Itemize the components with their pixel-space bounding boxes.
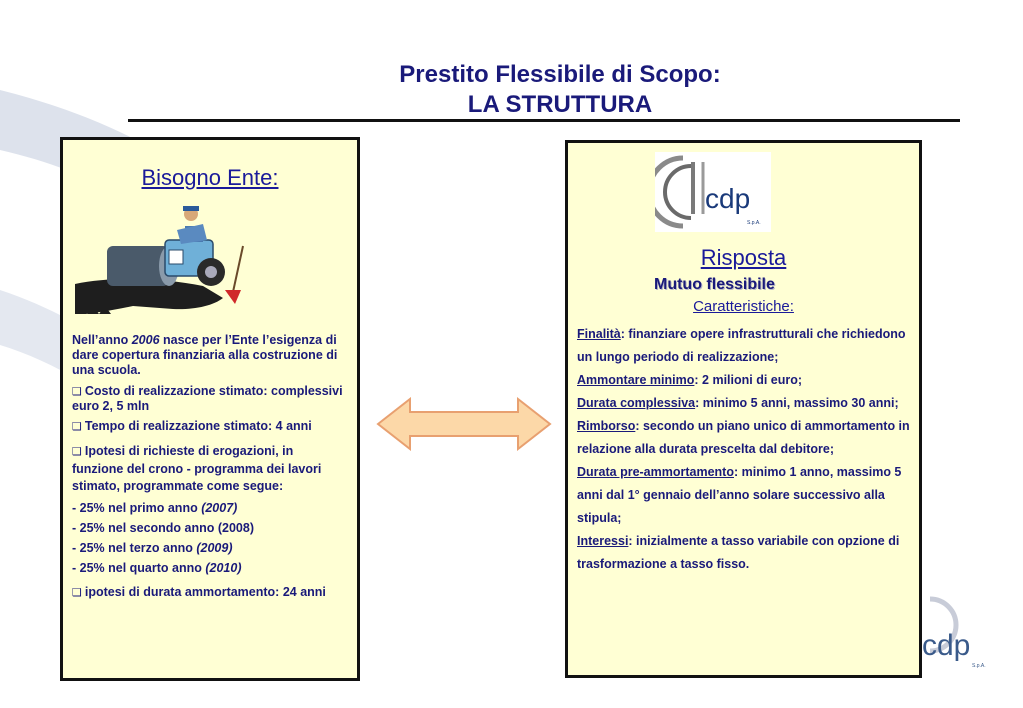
bullet-hypothesis: [72, 443, 347, 496]
slide-title: [300, 60, 820, 120]
schedule-year: (2010): [205, 560, 242, 575]
left-panel-heading: Bisogno Ente:: [141, 165, 279, 190]
corner-logo-small: S.p.A.: [972, 663, 986, 669]
item-ammontare: [577, 369, 915, 392]
item-label: Ammontare minimo: [577, 373, 695, 387]
corner-cdp-logo-icon: [908, 595, 1003, 675]
item-label: Durata complessiva: [577, 396, 696, 410]
title-line-1: Prestito Flessibile di Scopo:: [399, 61, 721, 88]
item-finalita: [577, 323, 915, 369]
item-text: : finanziare opere infrastrutturali che richiedono un lungo periodo di realizzazione;: [577, 327, 906, 364]
mutuo-flessibile-subtitle: Mutuo flessibile: [654, 276, 775, 293]
item-label: Rimborso: [577, 419, 636, 433]
intro-year: 2006: [131, 333, 160, 347]
item-label: Interessi: [577, 534, 629, 548]
item-text: : inizialmente a tasso variabile con opzione di trasformazione a tasso fisso.: [577, 534, 900, 571]
checkbox-bullet-icon: ❑: [72, 420, 82, 433]
schedule-text: - 25% nel terzo anno: [72, 540, 197, 555]
corner-logo-text: cdp: [922, 629, 971, 662]
double-arrow-icon: [376, 397, 552, 451]
item-durata: [577, 392, 915, 415]
schedule-text: - 25% nel primo anno: [72, 500, 202, 515]
caratteristiche-label: Caratteristiche:: [693, 298, 794, 315]
intro-suffix: nasce per l’Ente l’esigenza di dare copertura finanziaria alla costruzione di una scuola.: [72, 333, 338, 377]
bullet-cost: [72, 384, 347, 414]
checkbox-bullet-icon: ❑: [72, 445, 82, 458]
intro-paragraph: [72, 333, 347, 378]
title-line-2: LA STRUTTURA: [467, 91, 653, 118]
schedule-year: (2007): [201, 500, 238, 515]
item-text: : minimo 1 anno, massimo 5 anni dal 1° gennaio dell’anno solare successivo alla stipula;: [577, 465, 902, 525]
bullet-hypothesis-text: Ipotesi di richieste di erogazioni, in funzione del crono - programma dei lavori stimato, programmate come segue:: [72, 444, 322, 493]
road-roller-illustration: [73, 206, 251, 316]
bullet-duration-text: ipotesi di durata ammortamento: 24 anni: [84, 584, 326, 599]
schedule-text: - 25% nel quarto anno: [72, 560, 206, 575]
risposta-panel: [565, 140, 922, 678]
cdp-logo: [655, 152, 771, 232]
item-preammortamento: [577, 461, 915, 530]
bullet-duration: [72, 585, 347, 600]
schedule-line-1: [72, 501, 347, 516]
item-text: : 2 milioni di euro;: [694, 373, 803, 387]
schedule-line-4: [72, 561, 347, 576]
cdp-logo-small: S.p.A.: [747, 220, 761, 226]
characteristics-list: [577, 323, 915, 576]
schedule-year: (2009): [196, 540, 233, 555]
item-rimborso: [577, 415, 915, 461]
checkbox-bullet-icon: ❑: [72, 585, 82, 599]
cdp-logo-text: cdp: [705, 183, 751, 214]
bullet-time-text: Tempo di realizzazione stimato: 4 anni: [84, 419, 312, 433]
checkbox-bullet-icon: ❑: [72, 385, 82, 398]
item-text: : minimo 5 anni, massimo 30 anni;: [695, 396, 899, 410]
left-panel-text: [72, 333, 347, 607]
schedule-text: - 25% nel secondo anno (2008): [72, 520, 254, 535]
risposta-title: Risposta: [700, 245, 787, 270]
item-label: Finalità: [577, 327, 621, 341]
bisogno-ente-panel: [60, 137, 360, 681]
item-interessi: [577, 530, 915, 576]
bullet-cost-text: Costo di realizzazione stimato: complessivi euro 2, 5 mln: [72, 384, 343, 413]
cdp-logo-mark-icon: [655, 152, 771, 232]
schedule-line-2: [72, 521, 347, 536]
bullet-time: [72, 420, 347, 433]
title-underline-rule: [128, 119, 960, 122]
intro-prefix: Nell’anno: [72, 333, 132, 347]
item-label: Durata pre-ammortamento: [577, 465, 734, 479]
schedule-line-3: [72, 541, 347, 556]
item-text: : secondo un piano unico di ammortamento in relazione alla durata prescelta dal debitore;: [577, 419, 910, 456]
